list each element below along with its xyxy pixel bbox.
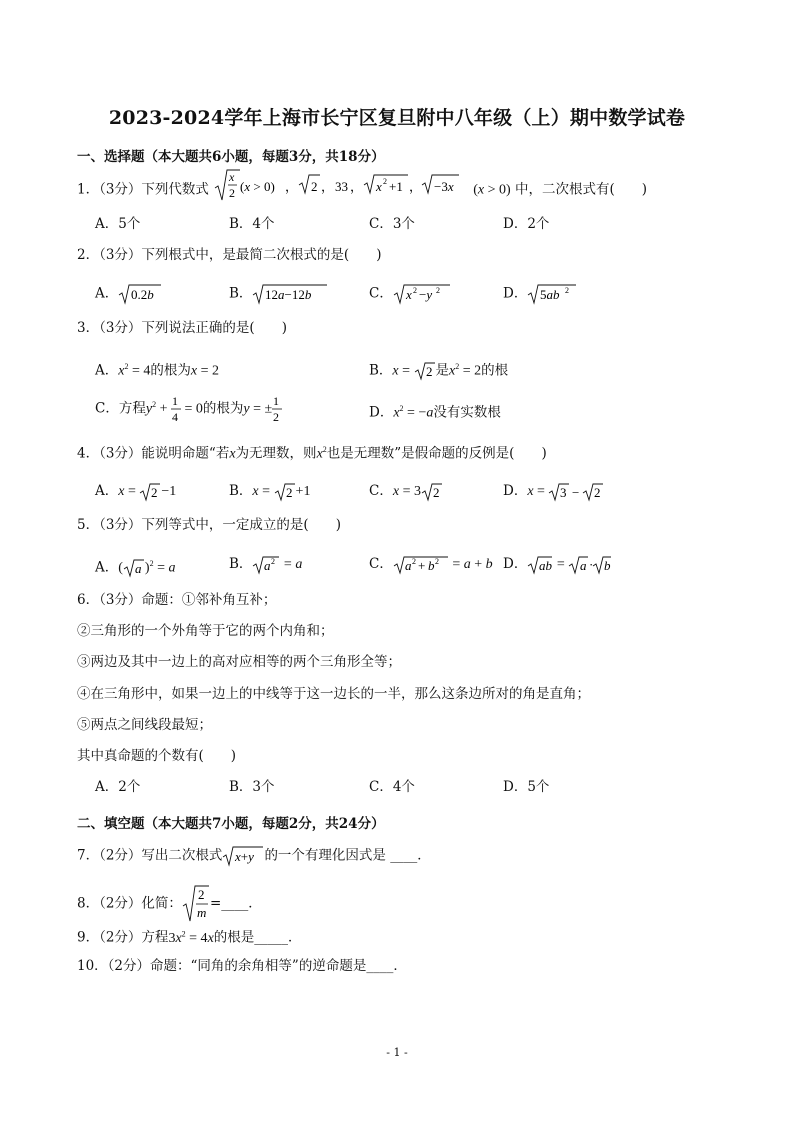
question-5-option-b[interactable]: B． a 2 = a <box>229 556 303 573</box>
svg-text:2: 2 <box>435 286 440 295</box>
svg-text:a: a <box>580 557 587 573</box>
question-6-option-b[interactable]: B．3个 <box>229 779 275 795</box>
svg-text:2: 2 <box>271 556 276 566</box>
svg-text:12a−12b: 12a−12b <box>265 287 312 302</box>
question-5-option-d-math-2 <box>568 555 612 575</box>
question-4-option-a[interactable]: A．x = 2 −1 <box>95 483 177 500</box>
question-2-option-b-math <box>252 283 328 305</box>
question-8 <box>77 884 262 924</box>
question-2-option-b[interactable]: B． 12a−12b <box>229 283 328 305</box>
question-1-suffix: 中，二次根式有( ) <box>514 181 648 198</box>
svg-text:2: 2 <box>383 177 388 186</box>
question-1-expr-5-cond: (x > 0) <box>473 182 511 198</box>
svg-text:1: 1 <box>273 394 280 408</box>
question-5-option-a[interactable]: A．( a )$^2$ = a <box>95 559 176 576</box>
question-6-statement-3: ③两边及其中一边上的高对应相等的两个三角形全等； <box>77 654 401 670</box>
svg-text:x+y: x+y <box>235 849 255 864</box>
svg-text:5ab: 5ab <box>540 287 560 302</box>
question-5-option-c[interactable]: C． a 2 + b 2 = a + b <box>369 556 493 573</box>
question-5: 5．（3分）下列等式中，一定成立的是( ) <box>77 517 341 533</box>
svg-text:a: a <box>264 557 271 573</box>
svg-text:，: ， <box>285 180 299 195</box>
question-6-ask: 其中真命题的个数有( ) <box>77 748 237 764</box>
question-7 <box>77 845 431 867</box>
svg-text:2: 2 <box>229 186 236 200</box>
question-3-option-b[interactable]: B．x = 2 是$x^2 = 2$的根 <box>369 362 509 379</box>
question-2-option-c[interactable]: C． x 2 −y 2 <box>369 283 451 305</box>
svg-text:2: 2 <box>594 484 601 500</box>
question-3-option-d[interactable]: D．$x^2 = -a$没有实数根 <box>369 404 501 421</box>
svg-text:x: x <box>376 179 383 194</box>
question-10: 10．（2分）命题：“同角的余角相等”的逆命题是____． <box>77 958 407 974</box>
question-5-option-d-math <box>527 555 553 575</box>
question-6-option-a[interactable]: A．2个 <box>95 779 141 795</box>
question-6-option-d[interactable]: D．5个 <box>503 779 550 795</box>
question-6: 6．（3分）命题：①邻补角互补； <box>77 592 277 608</box>
svg-text:b: b <box>427 557 435 573</box>
question-1-option-d[interactable]: D．2个 <box>503 216 550 232</box>
svg-text:(x > 0): (x > 0) <box>240 179 276 194</box>
svg-text:2: 2 <box>311 179 318 194</box>
svg-text:3: 3 <box>560 484 567 500</box>
question-4-option-a-math <box>139 482 161 502</box>
svg-text:，: ， <box>409 180 423 195</box>
svg-text:2: 2 <box>412 286 417 295</box>
question-6-statement-2: ②三角形的一个外角等于它的两个内角和； <box>77 623 334 639</box>
page-number: - 1 - <box>386 1046 408 1059</box>
question-6-option-c[interactable]: C．4个 <box>369 779 415 795</box>
section-fill-heading: 二、填空题（本大题共7小题，每题2分，共24分） <box>77 816 385 832</box>
question-9-suffix: 的根是_____． <box>213 929 302 946</box>
question-1-math-expressions <box>213 168 473 204</box>
question-2-option-a[interactable]: A． 0.2b <box>95 283 162 305</box>
svg-text:1: 1 <box>171 394 178 408</box>
svg-text:2: 2 <box>434 556 439 566</box>
svg-text:+: + <box>417 557 426 573</box>
svg-text:2: 2 <box>197 887 205 902</box>
section-choice-heading: 一、选择题（本大题共6小题，每题3分，共18分） <box>77 149 385 165</box>
exam-title: 2023-2024学年上海市长宁区复旦附中八年级（上）期中数学试卷 <box>108 107 686 129</box>
question-3-option-c-frac-2 <box>272 394 282 424</box>
svg-text:−: − <box>572 484 580 500</box>
question-3-option-c[interactable]: C．方程$y^2$ + 1 4 = 0的根为y = ± 1 2 <box>95 394 282 424</box>
question-4-option-c-math <box>421 482 443 502</box>
svg-text:2: 2 <box>432 484 440 500</box>
question-2-option-a-math <box>118 283 162 305</box>
question-2-option-d-math <box>527 283 577 305</box>
question-4-option-b[interactable]: B．x = 2 +1 <box>229 483 311 500</box>
question-3-option-b-math <box>414 361 436 381</box>
question-3-option-a[interactable]: A．$x^2 = 4$的根为x = 2 <box>95 362 219 379</box>
svg-text:2: 2 <box>151 484 158 500</box>
question-4-option-b-math <box>274 482 296 502</box>
question-7-math <box>222 845 264 867</box>
question-8-suffix: =____． <box>209 895 262 912</box>
question-5-option-d[interactable]: D． ab = a · b <box>503 556 611 573</box>
svg-text:2: 2 <box>273 410 280 424</box>
question-9-prefix: 9．（2分）方程 <box>77 929 169 946</box>
question-1-option-a[interactable]: A．5个 <box>95 216 141 232</box>
svg-text:，: ， <box>321 180 335 195</box>
question-5-option-c-math <box>393 555 449 575</box>
svg-text:a: a <box>134 561 142 576</box>
question-7-suffix: 的一个有理化因式是 ____． <box>264 847 431 864</box>
question-5-option-b-math <box>252 555 280 575</box>
question-4-option-d-math <box>548 482 608 502</box>
svg-text:33: 33 <box>335 179 349 194</box>
svg-text:2: 2 <box>565 286 570 295</box>
svg-text:2: 2 <box>425 364 433 379</box>
question-3: 3．（3分）下列说法正确的是( ) <box>77 320 287 336</box>
question-9 <box>77 924 302 949</box>
question-4-option-c[interactable]: C．x = 3 2 <box>369 481 443 502</box>
question-2-option-d[interactable]: D． 5ab 2 <box>503 283 577 305</box>
svg-text:2: 2 <box>285 484 293 500</box>
question-1 <box>77 170 648 204</box>
svg-text:x: x <box>405 287 412 302</box>
question-2-option-c-math <box>393 283 451 305</box>
svg-text:b: b <box>604 557 611 573</box>
question-2: 2．（3分）下列根式中，是最简二次根式的是( ) <box>77 247 382 263</box>
question-7-prefix: 7．（2分）写出二次根式 <box>77 847 223 864</box>
question-6-statement-4: ④在三角形中，如果一边上的中线等于这一边长的一半，那么这条边所对的角是直角； <box>77 686 590 702</box>
svg-text:ab: ab <box>539 557 553 573</box>
svg-text:0.2b: 0.2b <box>131 287 154 302</box>
question-3-option-c-frac-1 <box>171 394 181 424</box>
question-1-option-c[interactable]: C．3个 <box>369 216 415 232</box>
svg-text:a: a <box>404 557 412 573</box>
svg-text:x: x <box>229 170 235 184</box>
svg-text:4: 4 <box>171 410 178 424</box>
question-8-math <box>182 884 210 924</box>
question-1-option-b[interactable]: B．4个 <box>229 216 275 232</box>
question-6-statement-5: ⑤两点之间线段最短； <box>77 717 212 733</box>
svg-text:+1: +1 <box>389 179 404 194</box>
question-4-option-d[interactable]: D．x = 3 − 2 <box>503 481 608 502</box>
question-1-prefix: 1．（3分）下列代数式 <box>77 181 209 198</box>
question-8-prefix: 8．（2分）化简： <box>77 895 182 912</box>
question-5-option-a-math <box>123 558 145 578</box>
svg-text:·: · <box>589 556 594 572</box>
svg-text:2: 2 <box>411 556 416 566</box>
svg-text:，: ， <box>350 180 364 195</box>
svg-text:m: m <box>196 905 207 920</box>
svg-text:−y: −y <box>418 287 432 302</box>
question-9-math: $3x^2 = 4x$ <box>168 929 214 946</box>
question-4: 4．（3分）能说明命题“若x为无理数，则$x^2$也是无理数”是假命题的反例是( ) <box>77 445 547 462</box>
svg-text:−3x: −3x <box>434 179 454 194</box>
